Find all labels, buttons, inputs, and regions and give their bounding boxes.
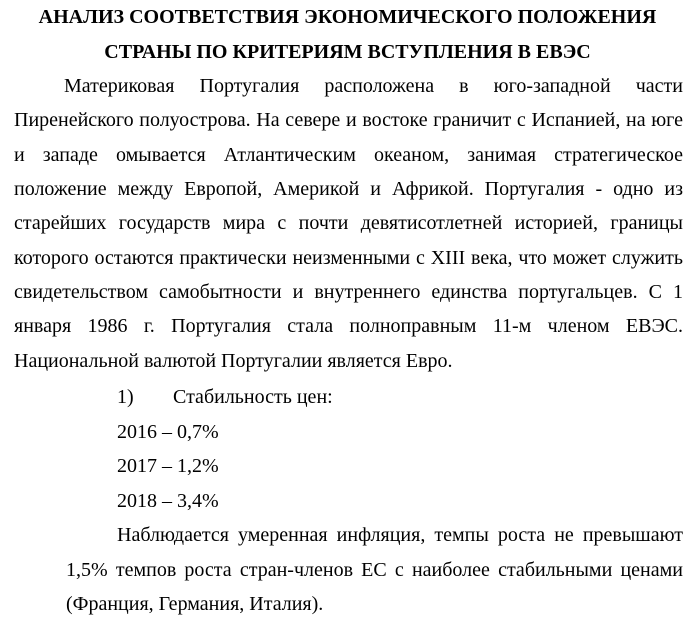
paragraph-line: Пиренейского полуострова. На севере и востоке граничит с Испанией, на юге [14,109,683,131]
document-title-line-2: СТРАНЫ ПО КРИТЕРИЯМ ВСТУПЛЕНИЯ В ЕВЭС [104,41,591,63]
paragraph-line: которого остаются практически неизменными с XIII века, что может служить [14,247,683,269]
criterion-number: 1) [117,386,134,408]
document-title-line-1: АНАЛИЗ СООТВЕТСТВИЯ ЭКОНОМИЧЕСКОГО ПОЛОЖЕНИЯ [38,6,657,28]
paragraph-line: Материковая Португалия расположена в юго-западной части [64,75,683,97]
paragraph-line: 1,5% темпов роста стран-членов ЕС с наиболее стабильными ценами [66,559,683,581]
paragraph-line: старейших государств мира с почти девятисотлетней историей, границы [14,212,683,234]
paragraph-line: и западе омывается Атлантическим океаном, занимая стратегическое [14,144,683,166]
inflation-value: 2016 – 0,7% [117,421,219,443]
paragraph-line: Национальной валютой Португалии является Евро. [14,350,453,372]
paragraph-line: января 1986 г. Португалия стала полноправным 11-м членом ЕВЭС. [14,315,683,337]
paragraph-line: Наблюдается умеренная инфляция, темпы роста не превышают [117,524,683,546]
paragraph-line: (Франция, Германия, Италия). [66,593,324,615]
inflation-value: 2017 – 1,2% [117,455,219,477]
paragraph-line: свидетельством самобытности и внутреннего единства португальцев. С 1 [14,281,683,303]
inflation-value: 2018 – 3,4% [117,490,219,512]
paragraph-line: положение между Европой, Америкой и Африкой. Португалия - одно из [14,178,683,200]
criterion-title: Стабильность цен: [173,386,333,408]
